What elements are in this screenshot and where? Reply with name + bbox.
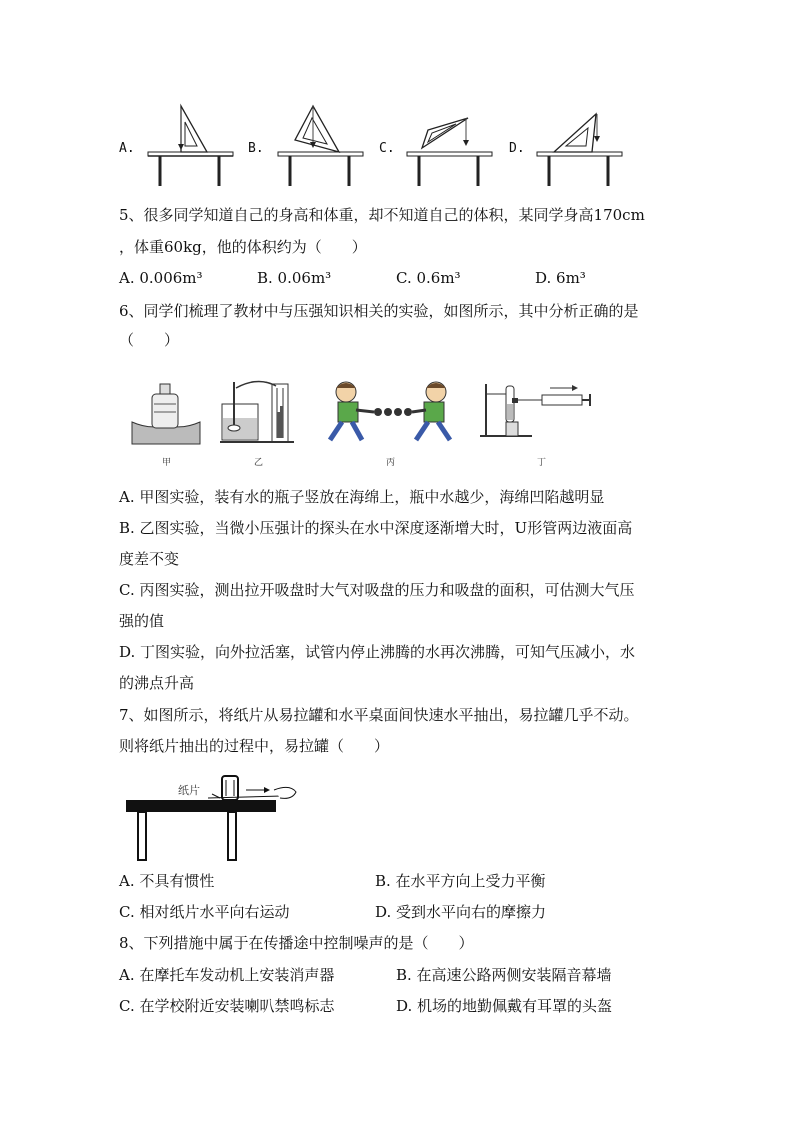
q5-option-c: C. 0.6m³ xyxy=(396,269,461,287)
q6-option-line7: 的沸点升高 xyxy=(119,674,195,692)
q8-option-a: A. 在摩托车发动机上安装消声器 xyxy=(119,966,335,984)
q5-stem-line1: 5、很多同学知道自己的身高和体重，却不知道自己的体积，某同学身高170cm xyxy=(119,206,645,224)
q6-option-line4: C. 丙图实验，测出拉开吸盘时大气对吸盘的压力和吸盘的面积，可估测大气压 xyxy=(119,581,635,599)
q6-caption-jia: 甲 xyxy=(162,458,172,468)
q6-caption-bing: 丙 xyxy=(386,458,396,468)
q7-option-b: B. 在水平方向上受力平衡 xyxy=(375,872,546,890)
q4-option-b-label: B. xyxy=(248,141,264,156)
q5-stem-line2: ，体重60kg，他的体积约为（ ） xyxy=(119,238,367,256)
q8-option-b: B. 在高速公路两侧安装隔音幕墙 xyxy=(396,966,612,984)
q4-figure-d xyxy=(534,100,624,190)
q6-option-line1: A. 甲图实验，装有水的瓶子竖放在海绵上，瓶中水越少，海绵凹陷越明显 xyxy=(119,488,605,506)
q4-option-d-label: D. xyxy=(509,141,525,156)
q6-figure-ding xyxy=(476,378,596,448)
q6-figure-jia xyxy=(130,380,202,452)
q6-stem-line1: 6、同学们梳理了教材中与压强知识相关的实验，如图所示，其中分析正确的是 xyxy=(119,302,639,320)
q8-option-d: D. 机场的地勤佩戴有耳罩的头盔 xyxy=(396,997,613,1015)
q8-option-c: C. 在学校附近安装喇叭禁鸣标志 xyxy=(119,997,335,1015)
q7-option-c: C. 相对纸片水平向右运动 xyxy=(119,903,290,921)
q7-stem-line1: 7、如图所示，将纸片从易拉罐和水平桌面间快速水平抽出，易拉罐几乎不动。 xyxy=(119,706,639,724)
q7-figure-can-table xyxy=(124,772,304,862)
q7-option-d: D. 受到水平向右的摩擦力 xyxy=(375,903,547,921)
q7-figure-label-paper: 纸片 xyxy=(178,784,200,797)
q4-figure-b xyxy=(275,100,365,190)
q7-option-a: A. 不具有惯性 xyxy=(119,872,215,890)
q6-figure-bing xyxy=(316,378,466,448)
q6-caption-yi: 乙 xyxy=(254,458,264,468)
q5-option-b: B. 0.06m³ xyxy=(257,269,332,287)
q6-caption-ding: 丁 xyxy=(537,458,547,468)
q7-stem-line2: 则将纸片抽出的过程中，易拉罐（ ） xyxy=(119,737,390,755)
q6-stem-line2: （ ） xyxy=(119,331,180,349)
q4-figure-a xyxy=(145,100,235,190)
q4-option-a-label: A. xyxy=(119,141,135,156)
q4-option-c-label: C. xyxy=(379,141,395,156)
q6-figure-yi xyxy=(218,376,296,452)
q8-stem: 8、下列措施中属于在传播途中控制噪声的是（ ） xyxy=(119,934,474,952)
q4-figure-c xyxy=(404,100,494,190)
q6-option-line3: 度差不变 xyxy=(119,550,180,568)
q6-option-line6: D. 丁图实验，向外拉活塞，试管内停止沸腾的水再次沸腾，可知气压减小，水 xyxy=(119,643,636,661)
q5-option-a: A. 0.006m³ xyxy=(119,269,203,287)
q5-option-d: D. 6m³ xyxy=(535,269,586,287)
q6-option-line5: 强的值 xyxy=(119,612,165,630)
q6-option-line2: B. 乙图实验，当微小压强计的探头在水中深度逐渐增大时，U形管两边液面高 xyxy=(119,519,633,537)
